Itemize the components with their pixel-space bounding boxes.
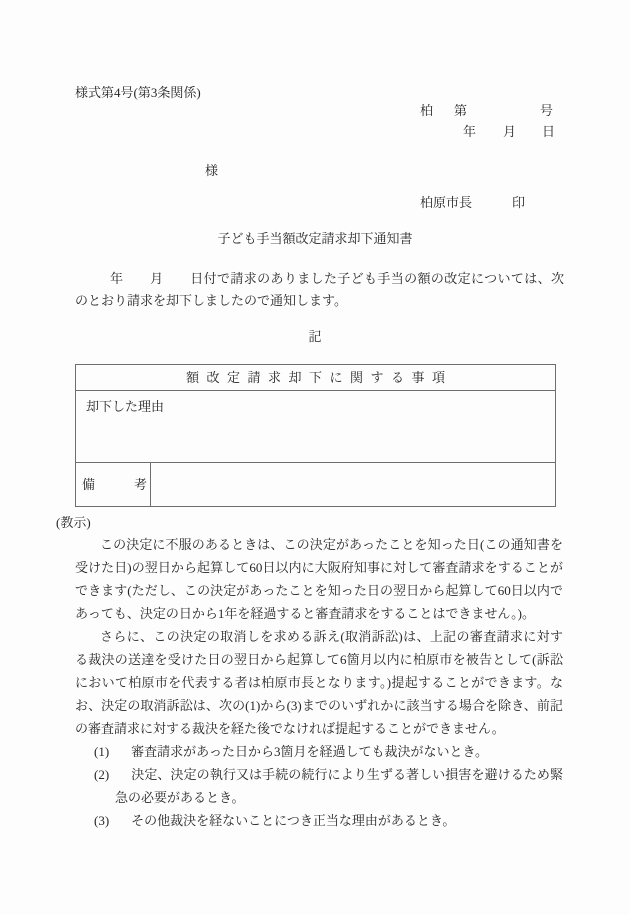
item-3-text: その他裁決を経ないことにつき正当な理由があるとき。 [131, 813, 456, 828]
instructions-paragraph-1: この決定に不服のあるときは、この決定があったことを知った日(この通知書を受けた日)の翌日から起算して60日以内に大阪府知事に対して審査請求をすることができます(ただし、この決定があったことを知った日の翌日から起算して60日以内であっても、決定の日から1年を経過すると審査請求をすることはできません。)。 [75, 537, 563, 621]
reference-dai: 第 [454, 103, 468, 118]
instructions-label: (教示) [56, 515, 91, 530]
body-paragraph: 年 月 日付で請求のありました子ども手当の額の改定については、次のとおり請求を却下しましたので通知します。 [75, 271, 564, 308]
date-line [463, 121, 555, 142]
addressee-honorific: 様 [205, 163, 219, 178]
record-marker: 記 [308, 329, 322, 344]
seal-mark: 印 [512, 195, 526, 210]
instructions-paragraph-2: さらに、この決定の取消しを求める訴え(取消訴訟)は、上記の審査請求に対する裁決の送達を受けた日の翌日から起算して6箇月以内に柏原市を被告として(訴訟において柏原市を代表する者は柏原市長となります。)提起することができます。なお、決定の取消訴訟は、次の(1)から(3)までのいずれかに該当する場合を除き、前記の審査請求に対する裁決を経た後でなければ提起することができません。 [75, 629, 563, 736]
item-3-number: (3) [94, 813, 110, 828]
rejection-matters-table [75, 364, 556, 507]
instructions-item-1 [75, 740, 563, 763]
remarks-label-left: 備 [82, 477, 96, 492]
remarks-label-cell [76, 463, 151, 506]
instructions-item-3 [75, 809, 563, 832]
issuer-name: 柏原市長 [420, 195, 473, 210]
reference-go: 号 [540, 103, 554, 118]
item-2-text: 決定、決定の執行又は手続の続行により生ずる著しい損害を避けるため緊急の必要があるとき。 [115, 767, 563, 805]
date-day-label: 日 [542, 124, 556, 139]
document-title: 子ども手当額改定請求却下通知書 [217, 231, 413, 246]
instructions-item-2 [75, 763, 563, 809]
date-year-label: 年 [463, 124, 477, 139]
form-number: 様式第4号(第3条関係) [75, 85, 201, 100]
item-1-text: 審査請求があった日から3箇月を経過しても裁決がないとき。 [131, 744, 489, 759]
remarks-label-right: 考 [133, 477, 147, 492]
remarks-row [76, 463, 555, 506]
remarks-value-cell [151, 463, 555, 506]
issuer-line [420, 192, 525, 213]
reference-number-line [420, 100, 553, 121]
reference-prefix: 柏 [420, 103, 434, 118]
date-month-label: 月 [503, 124, 517, 139]
item-1-number: (1) [94, 744, 110, 759]
instructions-section [0, 512, 630, 832]
table-header: 額改定請求却下に関する事項 [76, 365, 555, 391]
item-2-number: (2) [94, 767, 110, 782]
rejection-reason-cell: 却下した理由 [76, 391, 555, 463]
